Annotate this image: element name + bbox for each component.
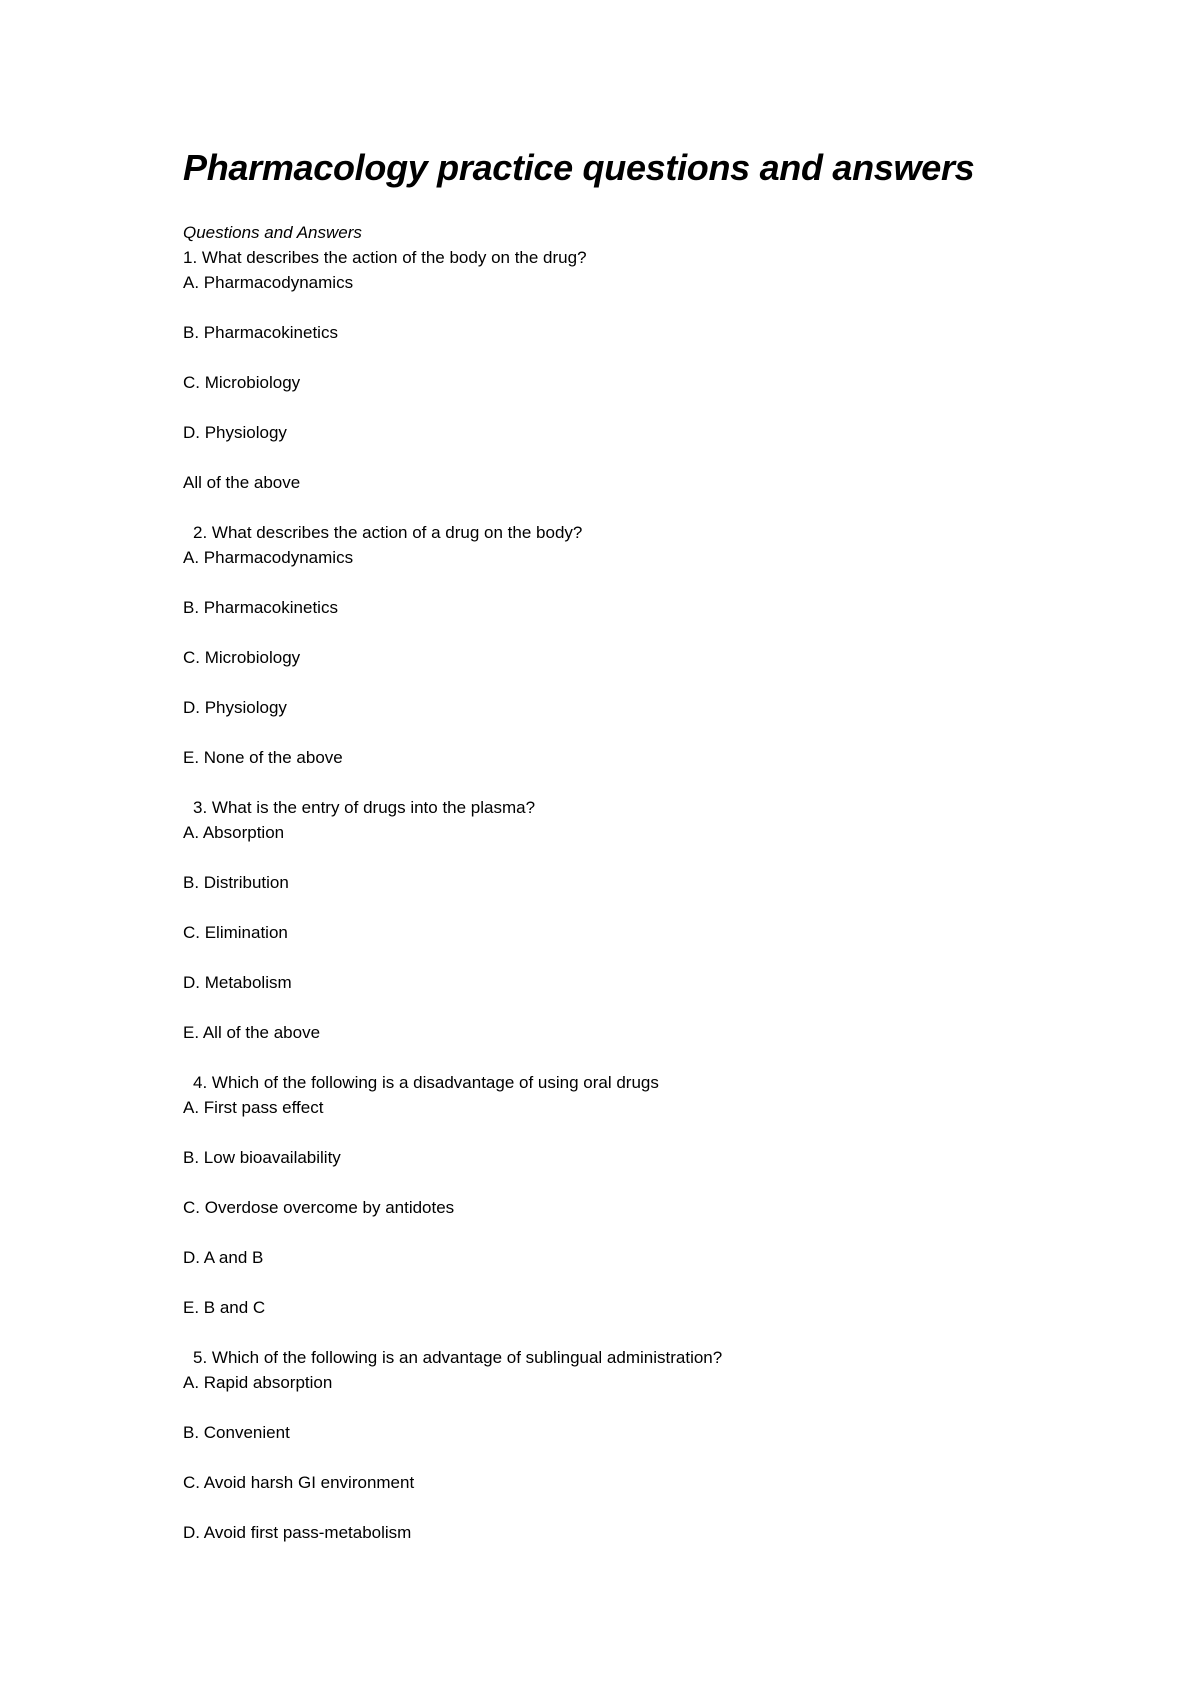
answer-option: E. None of the above — [183, 748, 343, 767]
answer-option: D. Avoid first pass-metabolism — [183, 1523, 412, 1542]
answer-option: A. Pharmacodynamics — [183, 273, 354, 292]
answer-option: A. Rapid absorption — [183, 1373, 333, 1392]
question-text: 2. What describes the action of a drug on the body? — [193, 523, 583, 542]
answer-option: B. Pharmacokinetics — [183, 598, 338, 617]
question-block-4 — [183, 1070, 1083, 1320]
answer-option: B. Convenient — [183, 1423, 290, 1442]
question-block-3 — [183, 795, 1083, 1045]
answer-option: D. A and B — [183, 1248, 264, 1267]
page-title: Pharmacology practice questions and answers — [183, 147, 975, 188]
answer-option: A. Absorption — [183, 823, 285, 842]
answer-option: E. All of the above — [183, 1023, 321, 1042]
answer-option: C. Elimination — [183, 923, 288, 942]
answer-option: C. Overdose overcome by antidotes — [183, 1198, 455, 1217]
answer-option: B. Distribution — [183, 873, 289, 892]
answer-option: All of the above — [183, 473, 301, 492]
answer-option: C. Microbiology — [183, 373, 301, 392]
answer-option: A. Pharmacodynamics — [183, 548, 354, 567]
question-text: 3. What is the entry of drugs into the plasma? — [193, 798, 536, 817]
answer-option: A. First pass effect — [183, 1098, 324, 1117]
answer-option: D. Physiology — [183, 423, 287, 442]
answer-option: B. Low bioavailability — [183, 1148, 341, 1167]
question-text: 1. What describes the action of the body on the drug? — [183, 248, 587, 267]
question-text: 4. Which of the following is a disadvantage of using oral drugs — [193, 1073, 659, 1092]
answer-option: C. Avoid harsh GI environment — [183, 1473, 415, 1492]
answer-option: C. Microbiology — [183, 648, 301, 667]
question-block-1 — [183, 245, 1083, 495]
question-list — [183, 220, 1083, 1545]
answer-option: D. Metabolism — [183, 973, 292, 992]
question-block-2 — [183, 520, 1083, 770]
answer-option: D. Physiology — [183, 698, 287, 717]
question-block-5 — [183, 1345, 1083, 1545]
answer-option: B. Pharmacokinetics — [183, 323, 338, 342]
question-text: 5. Which of the following is an advantage of sublingual administration? — [193, 1348, 723, 1367]
section-subtitle: Questions and Answers — [183, 223, 362, 242]
answer-option: E. B and C — [183, 1298, 266, 1317]
